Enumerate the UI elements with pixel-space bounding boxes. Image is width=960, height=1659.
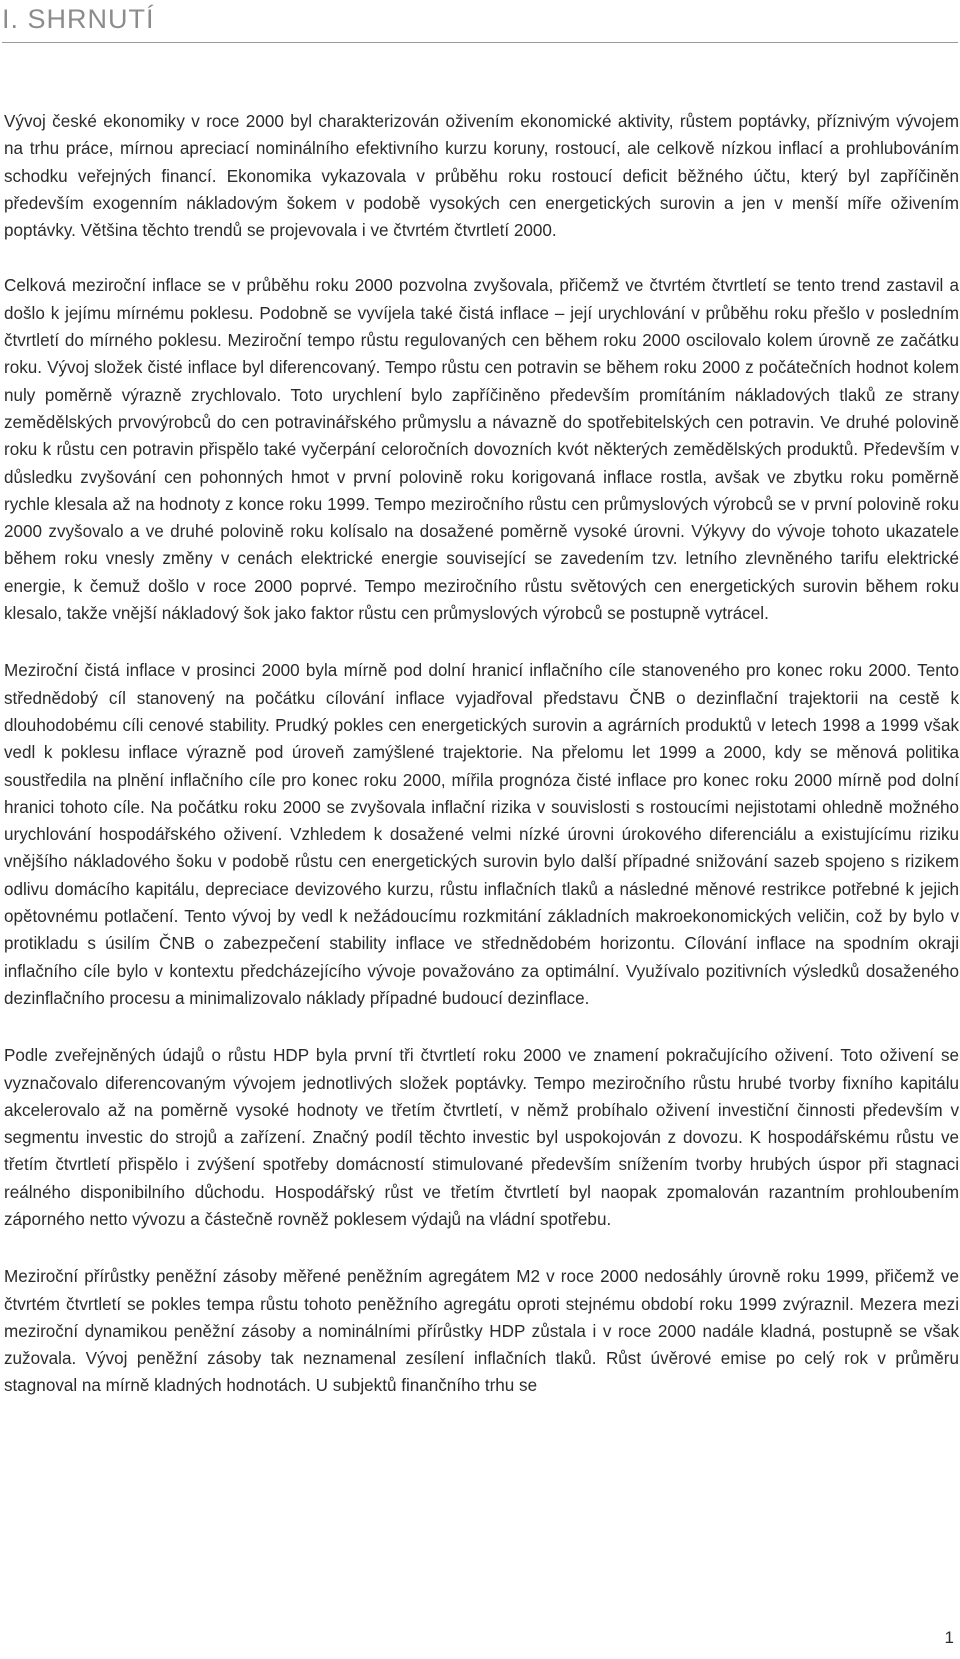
paragraph-inflation-target: Meziroční čistá inflace v prosinci 2000 byla mírně pod dolní hranicí inflačního cíle stanoveného pro konec roku 2000. Tento střednědobý cíl stanovený na počátku cílování inflace vyjadřoval představu ČNB o dezinflační trajektorii na cestě k dlouhodobému cíli cenové stability. Prudký pokles cen energetických surovin a agrárních produktů v letech 1998 a 1999 však vedl k poklesu inflace výrazně pod úroveň zamýšlené trajektorie. Na přelomu let 1999 a 2000, kdy se měnová politika soustředila na plnění inflačního cíle pro konec roku 2000, mířila prognóza čisté inflace pro konec roku 2000 mírně pod dolní hranici tohoto cíle. Na počátku roku 2000 se zvyšovala inflační rizika v souvislosti s rostoucími nejistotami ohledně možného urychlování hospodářského oživení. Vzhledem k dosažené velmi nízké úrovni úrokového diferenciálu a existujícímu riziku vnějšího nákladového šoku v podobě růstu cen energetických surovin bylo další případné snižování sazeb spojeno s rizikem odlivu domácího kapitálu, depreciace devizového kurzu, růstu inflačních tlaků a následné měnové restrikce potřebné k jejich opětovnému potlačení. Tento vývoj by vedl k nežádoucímu rozkmitání základních makroekonomických veličin, což by bylo v protikladu s úsilím ČNB o zabezpečení stability inflace ve střednědobém horizontu. Cílování inflace na spodním okraji inflačního cíle bylo v kontextu předcházejícího vývoje považováno za optimální. Využívalo pozitivních výsledků dosaženého dezinflačního procesu a minimalizovalo náklady případné budoucí dezinflace. [4,661,959,1008]
paragraph-money-supply: Meziroční přírůstky peněžní zásoby měřené peněžním agregátem M2 v roce 2000 nedosáhly úrovně roku 1999, přičemž ve čtvrtém čtvrtletí se pokles tempa růstu tohoto peněžního agregátu oproti stejnému období roku 1999 zvýraznil. Mezera mezi meziroční dynamikou peněžní zásoby a nominálními přírůstky HDP zůstala i v roce 2000 nadále kladná, postupně se však zužovala. Vývoj peněžní zásoby tak neznamenal zesílení inflačních tlaků. Růst úvěrové emise po celý rok v průměru stagnoval na mírně kladných hodnotách. U subjektů finančního trhu se [4,1267,959,1396]
document-body [4,108,959,1428]
paragraph-inflation: Celková meziroční inflace se v průběhu roku 2000 pozvolna zvyšovala, přičemž ve čtvrtém čtvrtletí se tento trend zastavil a došlo k jejímu mírnému poklesu. Podobně se vyvíjela také čistá inflace – její urychlování v průběhu roku přešlo v posledním čtvrtletí do mírného poklesu. Meziroční tempo růstu regulovaných cen během roku 2000 oscilovalo kolem úrovně ze začátku roku. Vývoj složek čisté inflace byl diferencovaný. Tempo růstu cen potravin se během roku 2000 z počátečních hodnot kolem nuly poměrně výrazně zrychlovalo. Toto urychlení bylo zapříčiněno především promítáním nákladových tlaků ze strany zemědělských prvovýrobců do cen potravinářského průmyslu a návazně do spotřebitelských cen potravin. Ve druhé polovině roku k růstu cen potravin přispělo také vyčerpání celoročních dovozních kvót některých zemědělských produktů. Především v důsledku zvyšování cen pohonných hmot v první polovině roku korigovaná inflace rostla, avšak ve zbytku roku poměrně rychle klesala až na hodnoty z konce roku 1999. Tempo meziročního růstu cen průmyslových výrobců se v první polovině roku 2000 zvyšovalo a ve druhé polovině roku kolísalo na dosažené poměrně vysoké úrovni. Výkyvy do vývoje tohoto ukazatele během roku vnesly změny v cenách elektrické energie související se zavedením tzv. letního zlevněného tarifu elektrické energie, k čemuž došlo v roce 2000 poprvé. Tempo meziročního růstu světových cen energetických surovin během roku klesalo, takže vnější nákladový šok jako faktor růstu cen průmyslových výrobců se postupně vytrácel. [4,276,959,624]
title-divider [2,42,958,43]
page-title: I. SHRNUTÍ [2,4,155,34]
page-number: 1 [944,1628,954,1647]
paragraph-gdp-growth: Podle zveřejněných údajů o růstu HDP byla první tři čtvrtletí roku 2000 ve znamení pokračujícího oživení. Toto oživení se vyznačovalo diferencovaným vývojem jednotlivých složek poptávky. Tempo meziročního růstu hrubé tvorby fixního kapitálu akcelerovalo až na poměrně vysoké hodnoty ve třetím čtvrtletí, v němž probíhalo oživení investiční činnosti především v segmentu investic do strojů a zařízení. Značný podíl těchto investic byl uspokojován z dovozu. K hospodářskému růstu ve třetím čtvrtletí přispělo i zvýšení spotřeby domácností stimulované především snížením tvorby hrubých úspor při stagnaci reálného disponibilního důchodu. Hospodářský růst ve třetím čtvrtletí byl naopak zpomalován razantním prohloubením záporného netto vývozu a částečně rovněž poklesem výdajů na vládní spotřebu. [4,1046,959,1229]
paragraph-summary: Vývoj české ekonomiky v roce 2000 byl charakterizován oživením ekonomické aktivity, růstem poptávky, příznivým vývojem na trhu práce, mírnou apreciací nominálního efektivního kurzu koruny, rostoucí, ale celkově nízkou inflací a prohlubováním schodku veřejných financí. Ekonomika vykazovala v průběhu roku rostoucí deficit běžného účtu, který byl zapříčiněn především exogenním nákladovým šokem v podobě vysokých cen energetických surovin a jen v menší míře oživením poptávky. Většina těchto trendů se projevovala i ve čtvrtém čtvrtletí 2000. [4,112,959,241]
